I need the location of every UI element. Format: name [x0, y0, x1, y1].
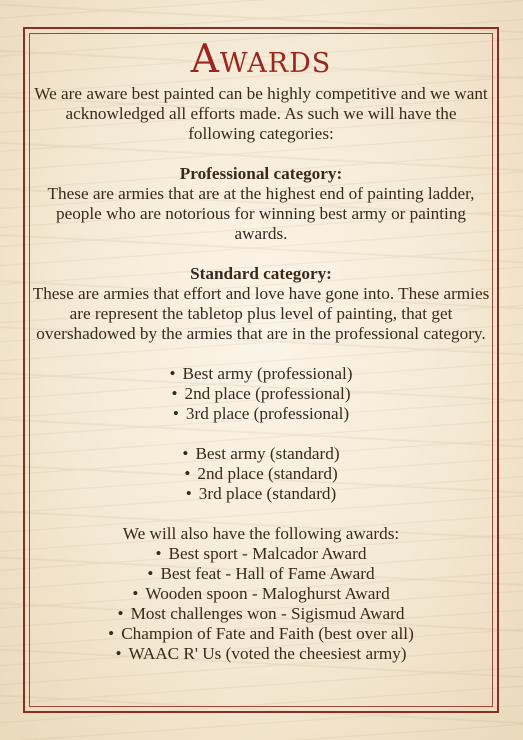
spacer	[30, 504, 492, 524]
list-item: • Best feat - Hall of Fame Award	[30, 564, 492, 584]
spacer	[30, 424, 492, 444]
other-awards-intro: We will also have the following awards:	[122, 524, 400, 543]
list-item: • Most challenges won - Sigismud Award	[30, 604, 492, 624]
other-awards-list	[30, 544, 492, 664]
spacer	[30, 344, 492, 364]
list-item: • Best army (professional)	[30, 364, 492, 384]
awards-content	[30, 34, 492, 664]
professional-places-list	[30, 364, 492, 424]
list-item: • Best sport - Malcador Award	[30, 544, 492, 564]
professional-description: These are armies that are at the highest end of painting ladder, people who are notorious for winning best army or painting awards.	[47, 184, 475, 243]
spacer	[30, 244, 492, 264]
standard-places-list	[30, 444, 492, 504]
page-title: Awards	[190, 37, 332, 82]
list-item: • WAAC R' Us (voted the cheesiest army)	[30, 644, 492, 664]
spacer	[30, 144, 492, 164]
standard-description: These are armies that effort and love have gone into. These armies are represent the tabletop plus level of painting, that get overshadowed by the armies that are in the professional category.	[32, 284, 490, 343]
list-item: • Champion of Fate and Faith (best over all)	[30, 624, 492, 644]
list-item: • 2nd place (professional)	[30, 384, 492, 404]
list-item: • 3rd place (standard)	[30, 484, 492, 504]
standard-heading: Standard category:	[190, 264, 332, 283]
list-item: • Best army (standard)	[30, 444, 492, 464]
professional-heading: Professional category:	[179, 164, 343, 183]
list-item: • 2nd place (standard)	[30, 464, 492, 484]
intro-text: We are aware best painted can be highly competitive and we want acknowledged all efforts made. As such we will have the following categories:	[34, 84, 488, 143]
list-item: • 3rd place (professional)	[30, 404, 492, 424]
list-item: • Wooden spoon - Maloghurst Award	[30, 584, 492, 604]
